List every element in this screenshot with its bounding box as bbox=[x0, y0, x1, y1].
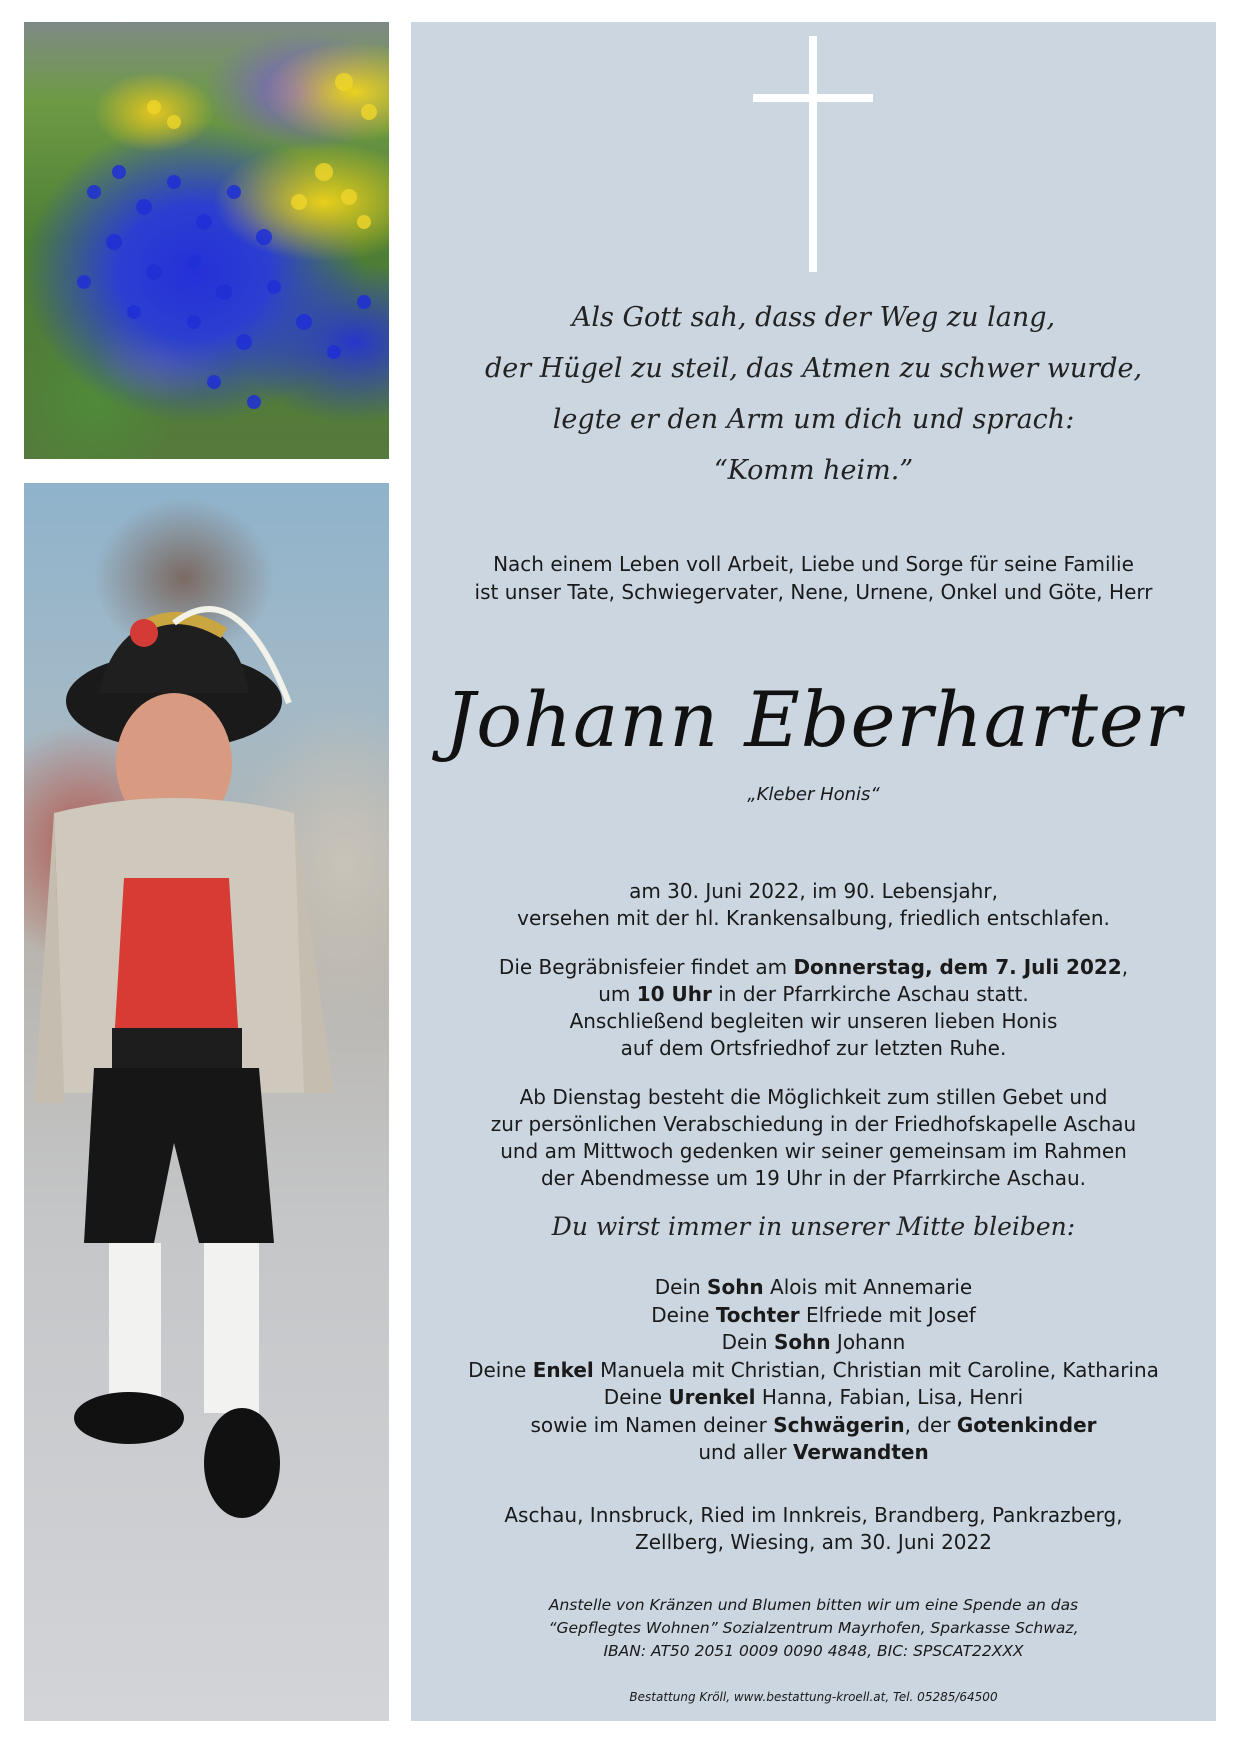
portrait-photo bbox=[24, 483, 389, 1721]
family-line: und aller Verwandten bbox=[698, 1440, 929, 1464]
flowers-photo bbox=[24, 22, 389, 459]
poem bbox=[411, 292, 1216, 496]
flowers-illustration bbox=[24, 22, 389, 459]
obituary-panel bbox=[411, 22, 1216, 1721]
prayer-line: der Abendmesse um 19 Uhr in der Pfarrkirche Aschau. bbox=[540, 1166, 1087, 1190]
poem-line: legte er den Arm um dich und sprach: bbox=[552, 404, 1075, 435]
death-line: am 30. Juni 2022, im 90. Lebensjahr, bbox=[629, 879, 998, 903]
poem-line: Als Gott sah, dass der Weg zu lang, bbox=[571, 302, 1056, 333]
donation-iban: IBAN: AT50 2051 0009 0090 4848, BIC: SPSCAT22XXX bbox=[603, 1642, 1024, 1660]
family-line: sowie im Namen deiner Schwägerin, der Gotenkinder bbox=[530, 1412, 1097, 1437]
funeral-time: 10 Uhr bbox=[636, 982, 712, 1006]
family-line: Deine Enkel Manuela mit Christian, Christian mit Caroline, Katharina bbox=[468, 1357, 1159, 1382]
funeral-date: Donnerstag, dem 7. Juli 2022 bbox=[793, 955, 1122, 979]
subheading: Du wirst immer in unserer Mitte bleiben: bbox=[551, 1212, 1076, 1241]
places-date bbox=[411, 1502, 1216, 1556]
funeral-line: auf dem Ortsfriedhof zur letzten Ruhe. bbox=[620, 1036, 1007, 1060]
prayer-info bbox=[411, 1084, 1216, 1192]
places-line: Aschau, Innsbruck, Ried im Innkreis, Brandberg, Pankrazberg, bbox=[504, 1503, 1123, 1527]
funeral-line: Anschließend begleiten wir unseren lieben Honis bbox=[569, 1009, 1058, 1033]
donation-note bbox=[411, 1594, 1216, 1663]
funeral-line: Die Begräbnisfeier findet am Donnerstag, dem 7. Juli 2022, bbox=[498, 955, 1129, 979]
poem-line: “Komm heim.” bbox=[713, 455, 914, 486]
deceased-name: Johann Eberharter bbox=[444, 675, 1183, 764]
prayer-line: und am Mittwoch gedenken wir seiner gemeinsam im Rahmen bbox=[500, 1139, 1127, 1163]
places-line: Zellberg, Wiesing, am 30. Juni 2022 bbox=[635, 1530, 992, 1554]
family-line: Deine Tochter Elfriede mit Josef bbox=[651, 1302, 976, 1327]
donation-line: “Gepflegtes Wohnen” Sozialzentrum Mayrhofen, Sparkasse Schwaz, bbox=[548, 1619, 1079, 1637]
cross-icon bbox=[809, 36, 817, 272]
funeral-info bbox=[411, 954, 1216, 1062]
family-line: Dein Sohn Alois mit Annemarie bbox=[654, 1275, 973, 1299]
death-notice bbox=[411, 878, 1216, 932]
donation-line: Anstelle von Kränzen und Blumen bitten wir um eine Spende an das bbox=[548, 1596, 1079, 1614]
poem-line: der Hügel zu steil, das Atmen zu schwer wurde, bbox=[484, 353, 1143, 384]
funeral-line: um 10 Uhr in der Pfarrkirche Aschau statt. bbox=[598, 982, 1029, 1006]
nickname: „Kleber Honis“ bbox=[747, 784, 880, 805]
footer-funeral-home: Bestattung Kröll, www.bestattung-kroell.at, Tel. 05285/64500 bbox=[629, 1690, 998, 1704]
family-list bbox=[411, 1274, 1216, 1467]
cross-icon-bar bbox=[753, 94, 873, 102]
family-line: Deine Urenkel Hanna, Fabian, Lisa, Henri bbox=[603, 1385, 1024, 1409]
death-line: versehen mit der hl. Krankensalbung, friedlich entschlafen. bbox=[517, 906, 1110, 930]
family-line: Dein Sohn Johann bbox=[721, 1330, 906, 1354]
intro-line: ist unser Tate, Schwiegervater, Nene, Urnene, Onkel und Göte, Herr bbox=[474, 580, 1153, 604]
prayer-line: Ab Dienstag besteht die Möglichkeit zum stillen Gebet und bbox=[519, 1085, 1108, 1109]
prayer-line: zur persönlichen Verabschiedung in der Friedhofskapelle Aschau bbox=[490, 1112, 1137, 1136]
intro-line: Nach einem Leben voll Arbeit, Liebe und Sorge für seine Familie bbox=[493, 552, 1134, 576]
intro-text bbox=[411, 550, 1216, 606]
portrait-illustration bbox=[24, 483, 389, 1721]
